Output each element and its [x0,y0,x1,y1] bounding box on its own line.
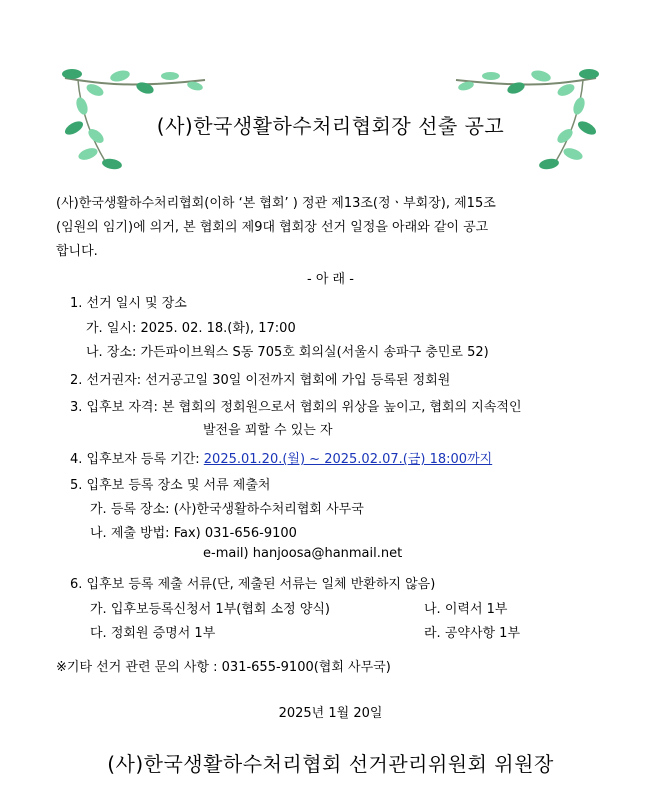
item-5b-fax: 나. 제출 방법: Fax) 031-656-9100 [90,526,297,541]
item-1b-location: 나. 장소: 가든파이브웍스 S동 705호 회의실(서울시 송파구 충민로 52) [86,345,489,360]
item-5-heading: 5. 입후보 등록 장소 및 서류 제출처 [70,478,271,493]
item-2-voters: 2. 선거권자: 선거공고일 30일 이전까지 협회에 가입 등록된 정회원 [70,373,451,388]
issuer-signature: (사)한국생활하수처리협회 선거관리위원회 위원장 [107,752,554,776]
section-header: - 아 래 - [307,272,354,287]
intro-line: (사)한국생활하수처리협회(이하 ‘본 협회’ ) 정관 제13조(정ㆍ부회장), 제15조 [56,196,496,211]
item-5c-email: e-mail) hanjoosa@hanmail.net [203,546,403,561]
item-6c-document: 다. 정회원 증명서 1부 [90,626,216,641]
item-6b-document: 나. 이력서 1부 [424,602,508,617]
item-6d-document: 라. 공약사항 1부 [424,626,521,641]
notice-date: 2025년 1월 20일 [278,706,383,721]
item-4-label: 4. 입후보자 등록 기간: [70,452,204,467]
item-4-registration-period [70,448,492,467]
item-1-heading: 1. 선거 일시 및 장소 [70,296,187,311]
intro-paragraph [56,192,616,264]
page-title: (사)한국생활하수처리협회장 선출 공고 [156,114,505,138]
item-3-eligibility-cont: 발전을 꾀할 수 있는 자 [203,423,333,438]
registration-period-link[interactable]: 2025.01.20.(월) ~ 2025.02.07.(금) 18:00까지 [203,452,493,467]
item-1a-datetime: 가. 일시: 2025. 02. 18.(화), 17:00 [86,321,296,336]
intro-line: 합니다. [56,244,98,259]
item-6a-document: 가. 입후보등록신청서 1부(협회 소정 양식) [90,602,331,617]
item-3-eligibility: 3. 입후보 자격: 본 협회의 정회원으로서 협회의 위상을 높이고, 협회의 지속적인 [70,400,522,415]
contact-note: ※기타 선거 관련 문의 사항 : 031-655-9100(협회 사무국) [56,660,391,675]
item-5a-place: 가. 등록 장소: (사)한국생활하수처리협회 사무국 [90,502,364,517]
intro-line: (임원의 임기)에 의거, 본 협회의 제9대 협회장 선거 일정을 아래와 같이 공고 [56,220,489,235]
item-6-heading: 6. 입후보 등록 제출 서류(단, 제출된 서류는 일체 반환하지 않음) [70,577,436,592]
